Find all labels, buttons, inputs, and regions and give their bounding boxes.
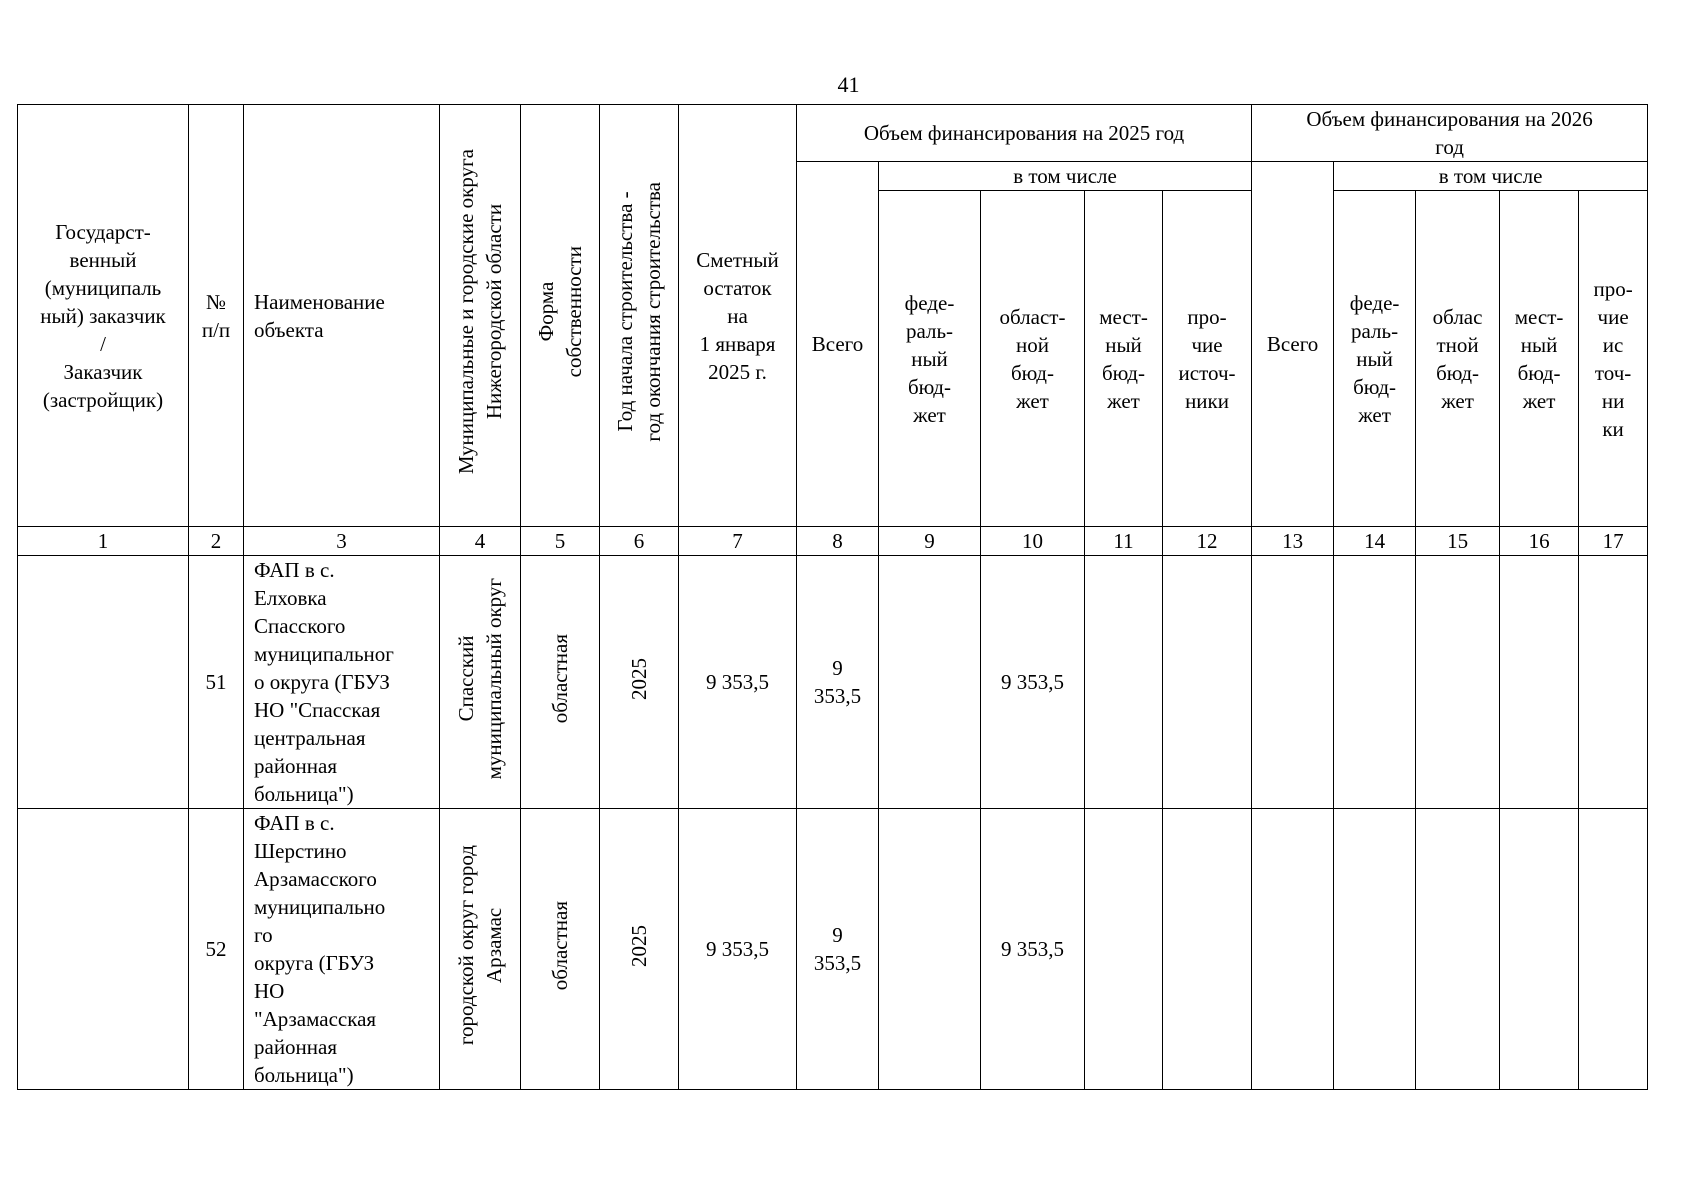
table-row [18,809,1648,1090]
financing-table [17,104,1648,1090]
header-funding-2025: Объем финансирования на 2025 год [797,105,1252,162]
header-other-2025: про- чие источ- ники [1163,191,1252,527]
cell-federal-2026 [1334,556,1416,809]
cell-total-2025: 9 353,5 [797,809,879,1090]
header-districts: Муниципальные и городские округа Нижегородской области [440,105,521,527]
header-ownership: Форма собственности [521,105,600,527]
cell-number: 51 [189,556,244,809]
header-estimate: Сметный остаток на 1 января 2025 г. [679,105,797,527]
header-federal-2026: феде- раль- ный бюд- жет [1334,191,1416,527]
column-number: 8 [797,527,879,556]
cell-federal-2025 [879,809,981,1090]
header-total-2025: Всего [797,162,879,527]
cell-regional-2025: 9 353,5 [981,556,1085,809]
header-customer: Государст- венный (муниципаль ный) заказчик / Заказчик (застройщик) [18,105,189,527]
header-regional-2025: област- ной бюд- жет [981,191,1085,527]
cell-years: 2025 [600,556,679,809]
cell-local-2026 [1500,556,1579,809]
cell-years: 2025 [600,809,679,1090]
cell-estimate: 9 353,5 [679,556,797,809]
header-including-2026: в том числе [1334,162,1648,191]
header-years: Год начала строительства - год окончания строительства [600,105,679,527]
header-funding-2026: Объем финансирования на 2026 год [1252,105,1648,162]
column-number: 14 [1334,527,1416,556]
column-number: 6 [600,527,679,556]
column-number: 12 [1163,527,1252,556]
column-number: 3 [244,527,440,556]
cell-regional-2025: 9 353,5 [981,809,1085,1090]
cell-other-2026 [1579,809,1648,1090]
column-number: 11 [1085,527,1163,556]
cell-district: городской округ город Арзамас [440,809,521,1090]
column-number: 15 [1416,527,1500,556]
cell-other-2025 [1163,556,1252,809]
header-local-2026: мест- ный бюд- жет [1500,191,1579,527]
column-number: 2 [189,527,244,556]
cell-customer [18,809,189,1090]
header-number: № п/п [189,105,244,527]
column-number: 1 [18,527,189,556]
column-number: 16 [1500,527,1579,556]
cell-other-2026 [1579,556,1648,809]
page-number: 41 [837,72,860,97]
header-total-2026: Всего [1252,162,1334,527]
column-number: 5 [521,527,600,556]
cell-district: Спасский муниципальный округ [440,556,521,809]
cell-total-2026 [1252,809,1334,1090]
cell-federal-2025 [879,556,981,809]
header-federal-2025: феде- раль- ный бюд- жет [879,191,981,527]
header-object-name: Наименование объекта [244,105,440,527]
cell-other-2025 [1163,809,1252,1090]
column-number: 4 [440,527,521,556]
cell-local-2025 [1085,556,1163,809]
header-row-1 [18,105,1648,162]
cell-customer [18,556,189,809]
cell-regional-2026 [1416,556,1500,809]
cell-ownership: областная [521,809,600,1090]
header-regional-2026: облас тной бюд- жет [1416,191,1500,527]
cell-ownership: областная [521,556,600,809]
column-number: 10 [981,527,1085,556]
header-other-2026: про- чие ис точ- ни ки [1579,191,1648,527]
cell-object-name: ФАП в с. Шерстино Арзамасского муниципально го округа (ГБУЗ НО "Арзамасская районная больница") [244,809,440,1090]
cell-estimate: 9 353,5 [679,809,797,1090]
cell-federal-2026 [1334,809,1416,1090]
cell-total-2026 [1252,556,1334,809]
column-number: 9 [879,527,981,556]
header-including-2025: в том числе [879,162,1252,191]
cell-local-2026 [1500,809,1579,1090]
cell-number: 52 [189,809,244,1090]
cell-regional-2026 [1416,809,1500,1090]
cell-total-2025: 9 353,5 [797,556,879,809]
header-local-2025: мест- ный бюд- жет [1085,191,1163,527]
column-numbers-row [18,527,1648,556]
cell-object-name: ФАП в с. Елховка Спасского муниципальног о округа (ГБУЗ НО "Спасская центральная районная больница") [244,556,440,809]
cell-local-2025 [1085,809,1163,1090]
column-number: 17 [1579,527,1648,556]
column-number: 13 [1252,527,1334,556]
table-row [18,556,1648,809]
column-number: 7 [679,527,797,556]
